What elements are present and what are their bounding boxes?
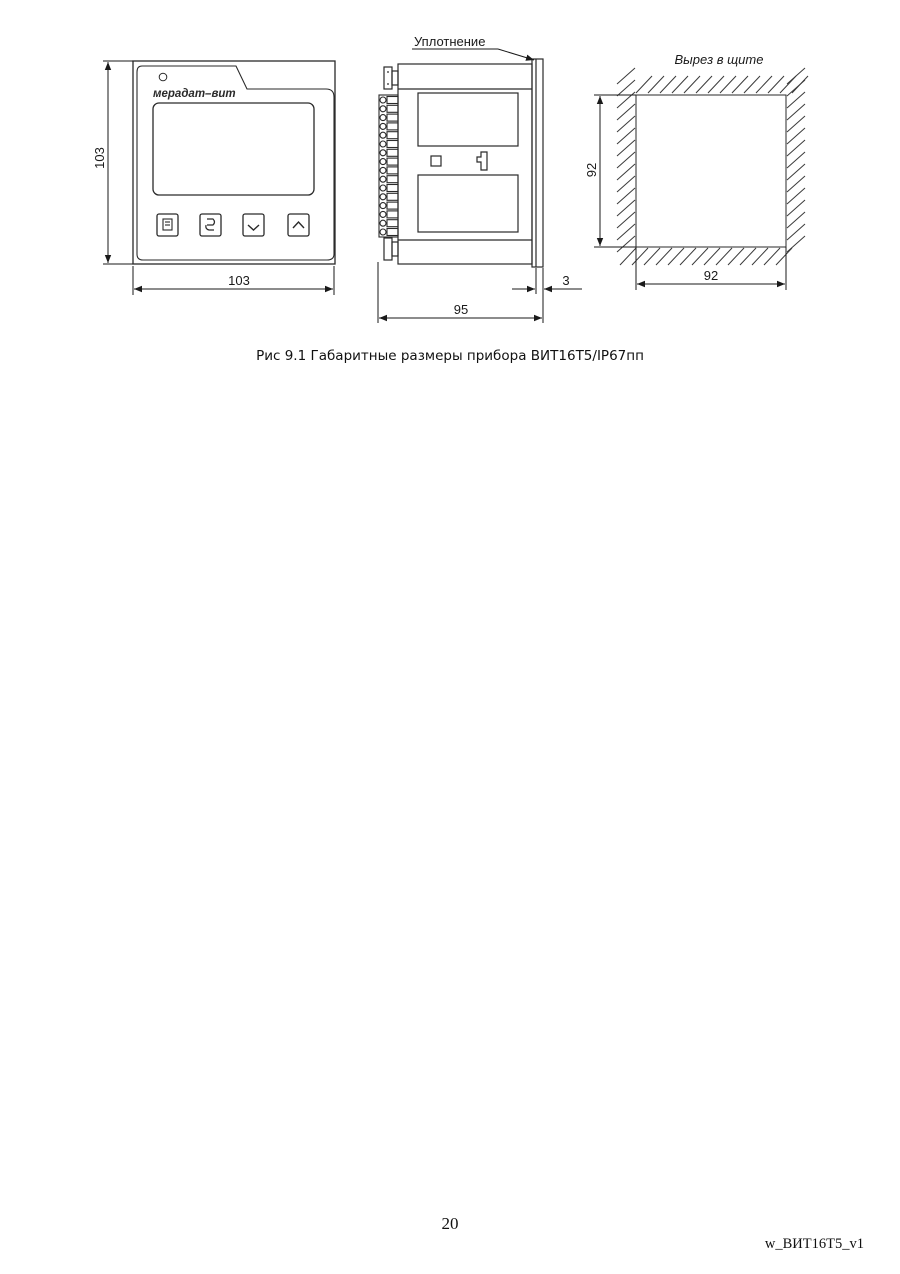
side-connector [477, 152, 487, 170]
return-icon [206, 219, 215, 230]
side-view [384, 59, 543, 267]
figure-caption: Рис 9.1 Габаритные размеры прибора ВИТ16Т5/IP67пп [256, 348, 644, 364]
seal-leader [498, 49, 534, 60]
dimension-drawing [0, 0, 900, 340]
front-button-menu[interactable] [157, 214, 178, 236]
page-number: 20 [441, 1214, 459, 1233]
front-width-dim: 103 [228, 273, 250, 288]
cutout-width-dim: 92 [703, 268, 719, 283]
seal-flange [532, 59, 543, 267]
front-height-dim: 103 [92, 147, 107, 169]
front-button-return[interactable] [200, 214, 221, 236]
cutout-opening [636, 95, 786, 247]
front-button-down[interactable] [243, 214, 264, 236]
cutout-title: Вырез в щите [674, 52, 764, 67]
brand-logo: мерадат–вит [153, 88, 236, 100]
side-indicator [431, 156, 441, 166]
document-code: w_ВИТ16Т5_v1 [764, 1236, 864, 1252]
chevron-up-icon [293, 222, 304, 228]
cutout-height-dim: 92 [584, 162, 599, 178]
menu-icon [163, 219, 172, 230]
side-depth-dim: 95 [453, 302, 469, 317]
terminal-block [379, 95, 398, 237]
chevron-down-icon [248, 225, 259, 230]
flange-dim: 3 [562, 273, 570, 288]
seal-label: Уплотнение [414, 34, 486, 49]
front-button-up[interactable] [288, 214, 309, 236]
status-led-icon [159, 73, 167, 81]
display-window [153, 103, 314, 195]
